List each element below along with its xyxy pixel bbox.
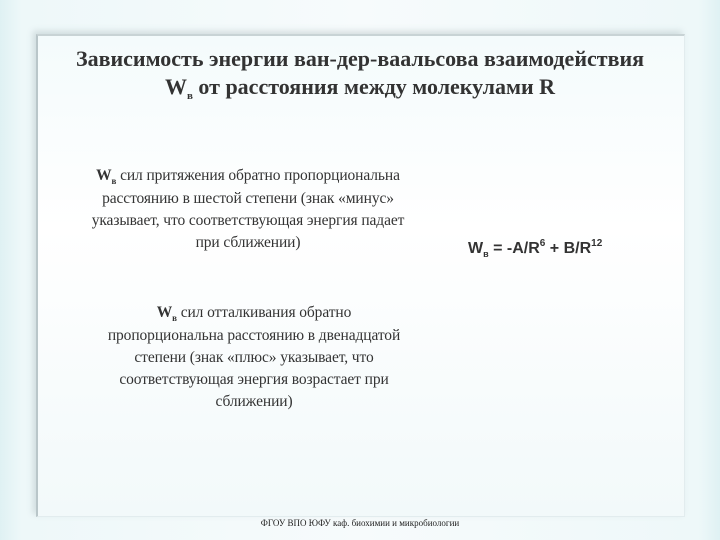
repulsion-line1: [54, 302, 454, 325]
attraction-line1: [40, 165, 456, 188]
energy-formula: [468, 240, 602, 258]
formula-exponent-6: 6: [539, 238, 546, 249]
slide-title-line1: Зависимость энергии ван-дер-ваальсова взаимодействия: [75, 46, 645, 71]
repulsion-w-subscript: в: [172, 313, 177, 323]
attraction-paragraph: [40, 165, 456, 254]
attraction-line1-text: сил притяжения обратно пропорциональна: [116, 167, 400, 184]
attraction-w-subscript: в: [111, 176, 117, 186]
repulsion-line1-text: сил отталкивания обратно: [176, 304, 352, 321]
title-line2-text: от расстояния между молекулами R: [192, 74, 556, 99]
repulsion-line2: пропорциональна расстоянию в двенадцатой: [107, 327, 401, 344]
content-panel: [36, 34, 685, 517]
repulsion-w-symbol: W: [156, 304, 173, 321]
slide-title-line2: [0, 72, 720, 106]
title-w-symbol: W: [164, 74, 187, 99]
formula-attraction-term: = -A/R: [488, 240, 540, 257]
title-w-subscript: в: [186, 90, 193, 102]
attraction-line3: указывает, что соответствующая энергия падает: [91, 212, 405, 229]
formula-exponent-12: 12: [591, 238, 603, 249]
attraction-line2: расстоянию в шестой степени (знак «минус»: [102, 190, 394, 207]
attraction-line4: при сближении): [195, 234, 301, 251]
footer-credit: ФГОУ ВПО ЮФУ каф. биохимии и микробиологии: [260, 518, 460, 528]
attraction-w-symbol: W: [96, 167, 112, 184]
repulsion-line4: соответствующая энергия возрастает при: [119, 371, 389, 388]
repulsion-line5: сближении): [215, 393, 293, 410]
formula-w-subscript: в: [483, 249, 489, 259]
formula-w-symbol: W: [468, 240, 484, 257]
repulsion-line3: степени (знак «плюс» указывает, что: [134, 349, 374, 366]
formula-repulsion-term: + B/R: [545, 240, 592, 257]
repulsion-paragraph: [54, 302, 454, 413]
